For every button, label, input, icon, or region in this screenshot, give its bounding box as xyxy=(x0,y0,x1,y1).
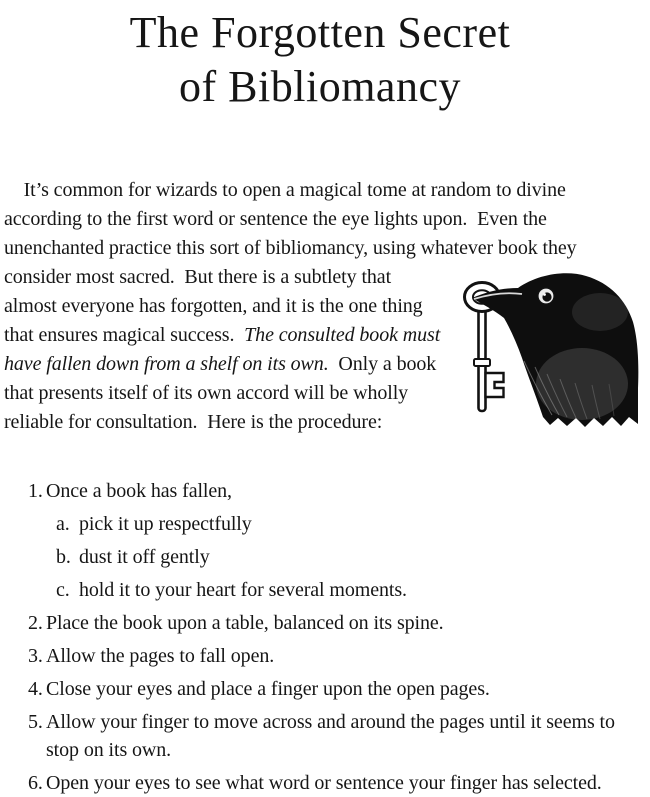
sub-list-marker: b. xyxy=(56,546,71,569)
sub-list-item-text: dust it off gently xyxy=(79,546,210,569)
intro-text-lead: It’s common for wizards to open a magical tome at random to divine according to the first word or sentence the eye lights upon. Even the unenchanted practice this sort of bibliomancy, using whatever book they xyxy=(4,179,582,260)
list-marker: 5. xyxy=(28,711,43,734)
list-item-5 xyxy=(4,708,636,764)
list-item-6 xyxy=(4,769,636,797)
page-title-line-1: The Forgotten Secret xyxy=(129,8,511,57)
list-item-text: Close your eyes and place a finger upon the open pages. xyxy=(46,678,490,701)
list-item-text: Place the book upon a table, balanced on its spine. xyxy=(46,612,444,635)
crow-head xyxy=(472,274,638,428)
sub-list-item-text: hold it to your heart for several moments. xyxy=(79,579,407,602)
list-item-text: Allow the pages to fall open. xyxy=(46,645,275,668)
list-marker: 3. xyxy=(28,645,43,668)
sub-list-item-c xyxy=(4,576,636,604)
list-item-text: Once a book has fallen, xyxy=(46,480,232,503)
list-item-text: Allow your finger to move across and around the pages until it seems to stop on its own. xyxy=(46,711,615,762)
crow-holding-key-engraving-icon xyxy=(454,266,636,428)
list-marker: 1. xyxy=(28,480,43,503)
sub-list-item-text: pick it up respectfully xyxy=(79,513,252,536)
sub-list-marker: a. xyxy=(56,513,70,536)
crow-holding-key-illustration xyxy=(454,266,636,428)
sub-list-item-b xyxy=(4,543,636,571)
list-marker: 6. xyxy=(28,772,43,795)
sub-list-marker: c. xyxy=(56,579,70,602)
sub-list-item-a xyxy=(4,510,636,538)
intro-text-emphasis: The consulted book must have fallen down from a shelf on its own. xyxy=(4,324,446,376)
intro-text-tail: Only a book that presents itself of its own accord will be wholly reliable for consultation. Here is the procedure: xyxy=(4,353,442,434)
list-item-1 xyxy=(4,477,636,505)
list-marker: 4. xyxy=(28,678,43,701)
page-title-line-2: of Bibliomancy xyxy=(179,61,461,111)
page-title xyxy=(4,4,636,113)
list-item-4 xyxy=(4,675,636,703)
procedure-list xyxy=(4,477,636,797)
intro-paragraph xyxy=(4,147,636,466)
intro-text-middle: consider most sacred. But there is a subtlety that almost everyone has forgotten, and it is the one thing that ensures magical success. xyxy=(4,266,428,347)
list-marker: 2. xyxy=(28,612,43,635)
list-item-text: Open your eyes to see what word or sentence your finger has selected. xyxy=(46,772,602,795)
list-item-2 xyxy=(4,609,636,637)
list-item-3 xyxy=(4,642,636,670)
crow-eye xyxy=(538,288,554,304)
